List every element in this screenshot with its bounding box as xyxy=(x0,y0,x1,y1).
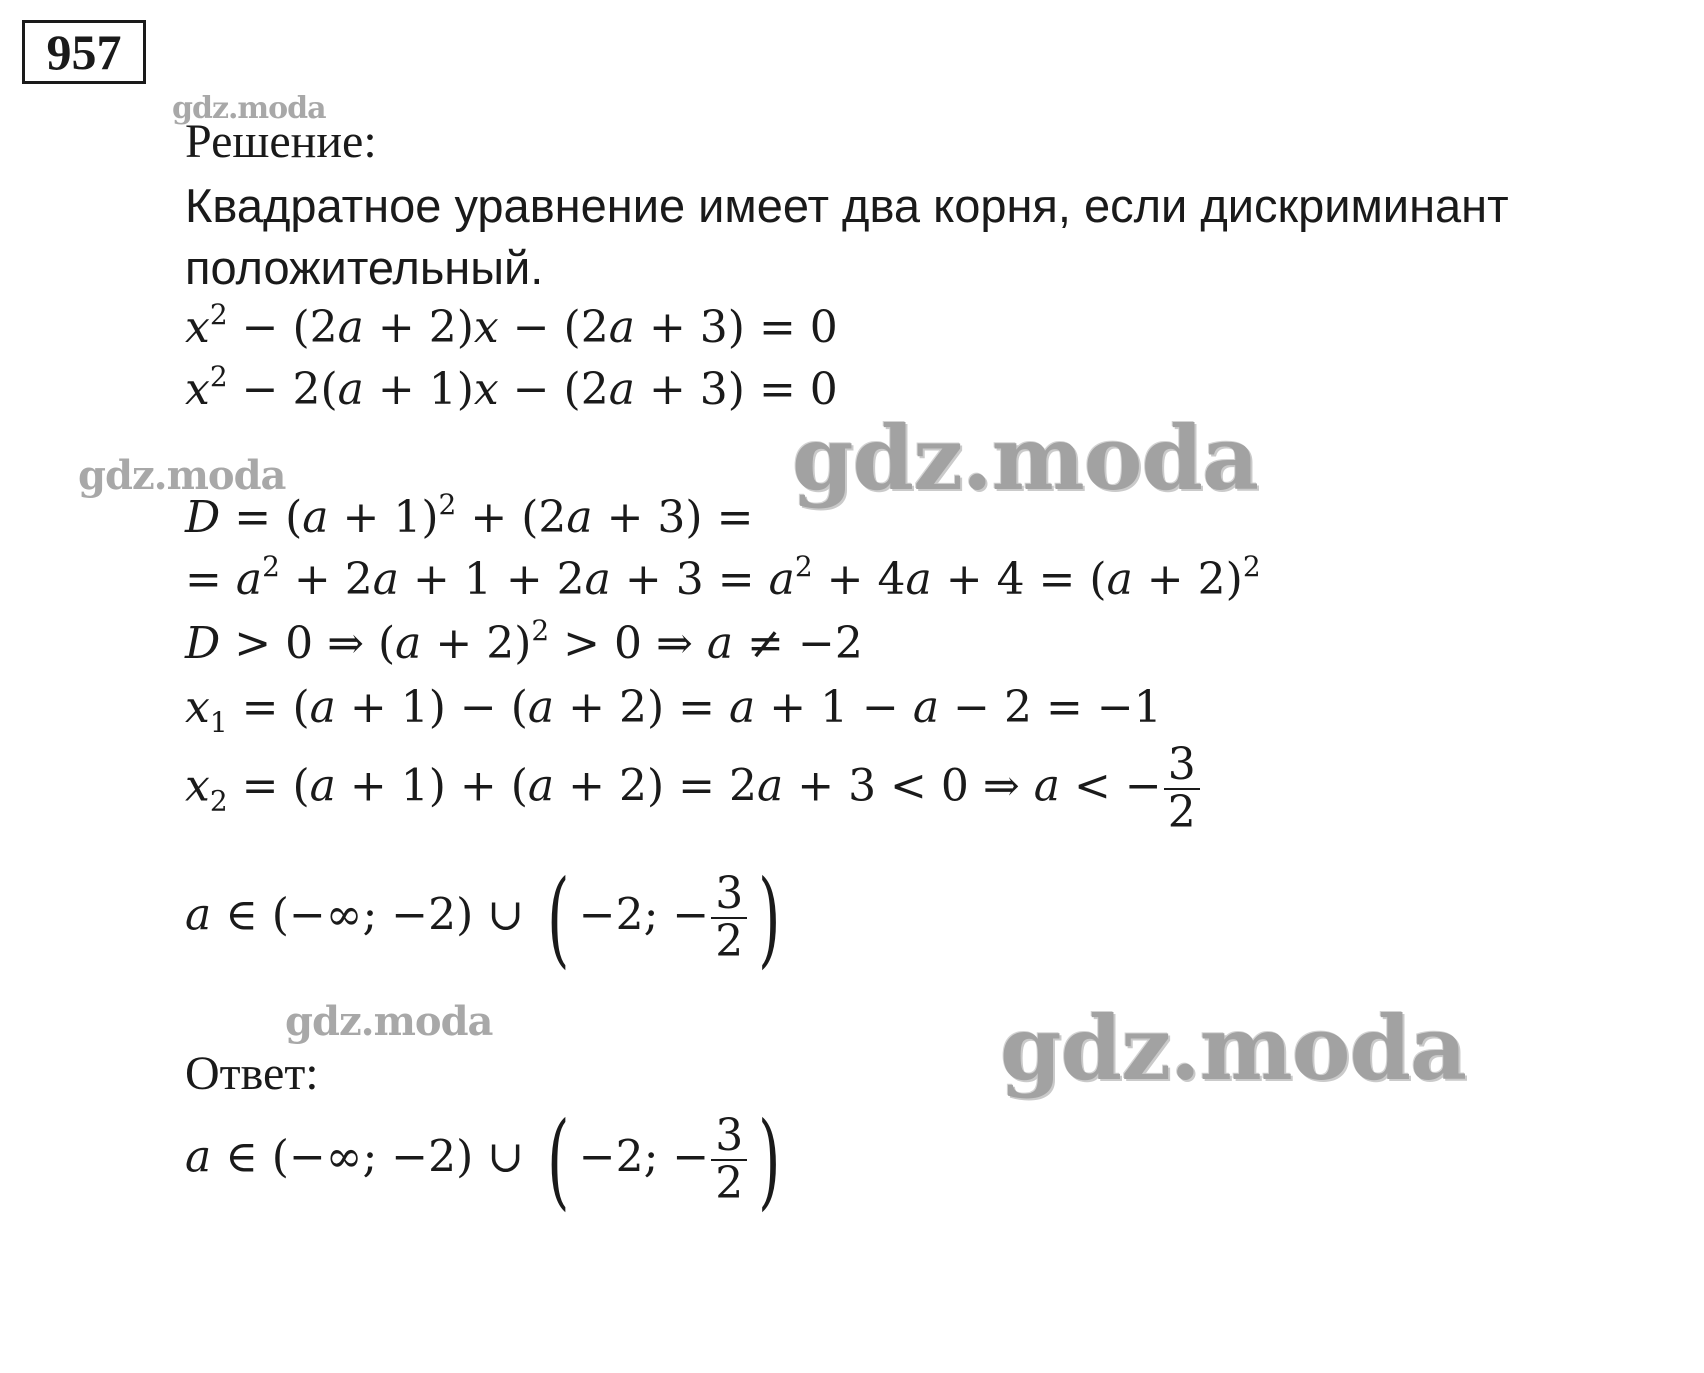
answer-interval: a ∈ (−∞; −2) ∪ ( −2; − $\frac{3}{2}$ ) xyxy=(185,1099,781,1221)
fraction-three-halves: $\frac{3}{2}$ xyxy=(1164,742,1200,836)
discriminant-line2: = $a^2 + 2a + 1 + 2a + 3 = a^2 + 4a + 4 = (a + 2)^2$ xyxy=(185,550,1261,605)
watermark-large-bottom: gdz.moda xyxy=(1000,996,1467,1100)
problem-number: 957 xyxy=(22,20,146,84)
fraction-three-halves: $\frac{3}{2}$ xyxy=(711,1113,747,1207)
watermark-left: gdz.moda xyxy=(78,452,286,499)
discriminant-line1: $D = (a + 1)^2 + (2a + 3)$ = xyxy=(185,488,754,543)
answer-heading: Ответ: xyxy=(185,1047,319,1100)
fraction-three-halves: $\frac{3}{2}$ xyxy=(711,871,747,965)
solution-heading: Решение: xyxy=(185,115,377,168)
watermark-lower-left: gdz.moda xyxy=(285,998,493,1045)
interval-result: a ∈ (−∞; −2) ∪ ( −2; − $\frac{3}{2}$ ) xyxy=(185,857,781,979)
root-x2: $x_2 = (a + 1) + (a + 2) = 2a + 3 < 0$ ⇒ a < − $\frac{3}{2}$ xyxy=(185,742,1202,836)
equation-original: $x^2 - (2a + 2)x - (2a + 3) = 0$ xyxy=(185,298,838,353)
watermark-large-center: gdz.moda xyxy=(792,406,1259,510)
watermark-small-top: gdz.moda xyxy=(172,91,326,126)
condition-text-line1: Квадратное уравнение имеет два корня, если дискриминант xyxy=(185,179,1509,232)
equation-rewritten: $x^2 - 2(a + 1)x - (2a + 3) = 0$ xyxy=(185,360,838,415)
discriminant-condition: D > 0 ⇒ $(a + 2)^2 > 0$ ⇒ a ≠ −2 xyxy=(185,614,863,669)
root-x1: $x_1 = (a + 1) - (a + 2) = a + 1 - a - 2 = -1$ xyxy=(185,682,1162,739)
condition-text-line2: положительный. xyxy=(185,241,544,294)
